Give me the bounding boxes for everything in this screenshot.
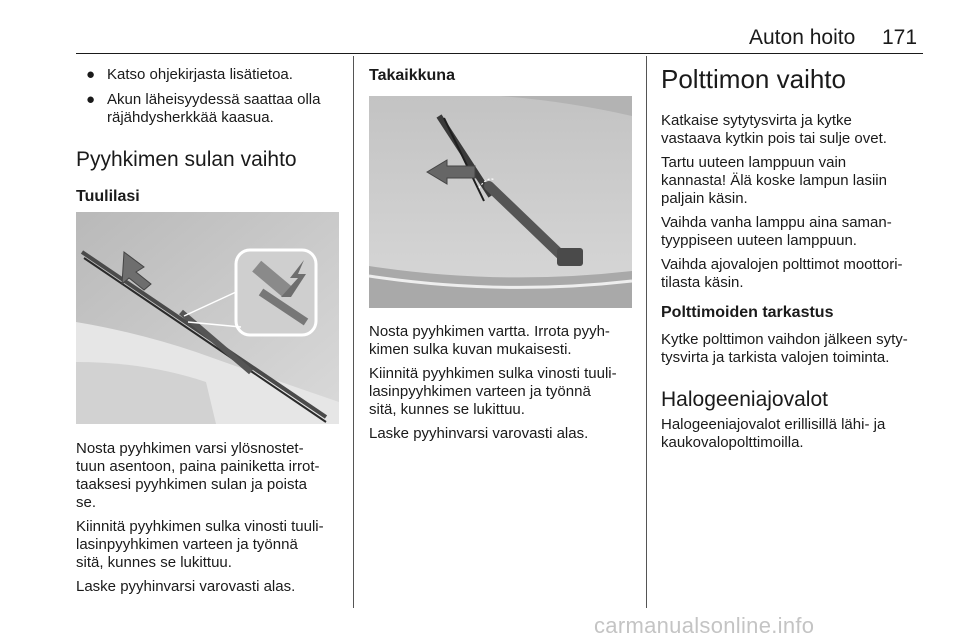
windshield-para3: Laske pyyhinvarsi varovasti alas. bbox=[76, 578, 296, 595]
header-rule bbox=[76, 53, 923, 54]
bulb-para2-line3: paljain käsin. bbox=[661, 190, 748, 207]
bullet-marker: ● bbox=[86, 66, 96, 83]
sub-heading-windshield: Tuulilasi bbox=[76, 188, 140, 205]
rear-para3: Laske pyyhinvarsi varovasti alas. bbox=[369, 425, 589, 442]
sub-heading-rear-window: Takaikkuna bbox=[369, 67, 455, 84]
column-divider-1 bbox=[353, 56, 354, 608]
bulb-check-line2: tysvirta ja tarkista valojen toiminta. bbox=[661, 349, 890, 366]
running-header-title: Auton hoito bbox=[749, 26, 856, 49]
section-heading: Pyyhkimen sulan vaihto bbox=[76, 148, 297, 171]
bulb-para3-line1: Vaihda vanha lamppu aina saman- bbox=[661, 214, 892, 231]
windshield-para1-line2: tuun asentoon, paina painiketta irrot- bbox=[76, 458, 320, 475]
windshield-wiper-figure bbox=[76, 212, 339, 424]
bullet-marker: ● bbox=[86, 91, 96, 108]
column-divider-2 bbox=[646, 56, 647, 608]
bulb-check-line1: Kytke polttimon vaihdon jälkeen syty- bbox=[661, 331, 908, 348]
windshield-para2-line3: sitä, kunnes se lukittuu. bbox=[76, 554, 232, 571]
bulb-para4-line1: Vaihda ajovalojen polttimot moottori- bbox=[661, 256, 903, 273]
windshield-para2-line2: lasinpyyhkimen varteen ja työnnä bbox=[76, 536, 298, 553]
bulb-para4-line2: tilasta käsin. bbox=[661, 274, 744, 291]
bullet-item-2-line1: Akun läheisyydessä saattaa olla bbox=[107, 91, 321, 108]
section-heading-bulb-replacement: Polttimon vaihto bbox=[661, 64, 846, 94]
bullet-item-2-line2: räjähdysherkkää kaasua. bbox=[107, 109, 274, 126]
rear-para2-line1: Kiinnitä pyyhkimen sulka vinosti tuuli- bbox=[369, 365, 617, 382]
sub-heading-bulb-check: Polttimoiden tarkastus bbox=[661, 304, 834, 321]
halogen-para-line1: Halogeeniajovalot erillisillä lähi- ja bbox=[661, 416, 886, 433]
page-number: 171 bbox=[882, 26, 918, 49]
bulb-para1-line2: vastaava kytkin pois tai sulje ovet. bbox=[661, 130, 887, 147]
rear-para2-line3: sitä, kunnes se lukittuu. bbox=[369, 401, 525, 418]
rear-para1-line1: Nosta pyyhkimen vartta. Irrota pyyh- bbox=[369, 323, 610, 340]
windshield-para1-line3: taaksesi pyyhkimen sulan ja poista bbox=[76, 476, 307, 493]
bulb-para2-line2: kannasta! Älä koske lampun lasiin bbox=[661, 172, 887, 189]
bulb-para3-line2: tyyppiseen uuteen lamppuun. bbox=[661, 232, 857, 249]
bulb-para2-line1: Tartu uuteen lamppuun vain bbox=[661, 154, 847, 171]
section-heading-halogen: Halogeeniajovalot bbox=[661, 388, 828, 411]
rear-para2-line2: lasinpyyhkimen varteen ja työnnä bbox=[369, 383, 591, 400]
halogen-para-line2: kaukovalopolttimoilla. bbox=[661, 434, 804, 451]
windshield-para1-line4: se. bbox=[76, 494, 97, 511]
bulb-para1-line1: Katkaise sytytysvirta ja kytke bbox=[661, 112, 852, 129]
rear-wiper-figure bbox=[369, 96, 632, 308]
windshield-para1-line1: Nosta pyyhkimen varsi ylösnostet- bbox=[76, 440, 304, 457]
rear-para1-line2: kimen sulka kuvan mukaisesti. bbox=[369, 341, 572, 358]
site-watermark: carmanualsonline.info bbox=[594, 613, 815, 638]
windshield-para2-line1: Kiinnitä pyyhkimen sulka vinosti tuuli- bbox=[76, 518, 324, 535]
bullet-item-1: Katso ohjekirjasta lisätietoa. bbox=[107, 66, 293, 83]
